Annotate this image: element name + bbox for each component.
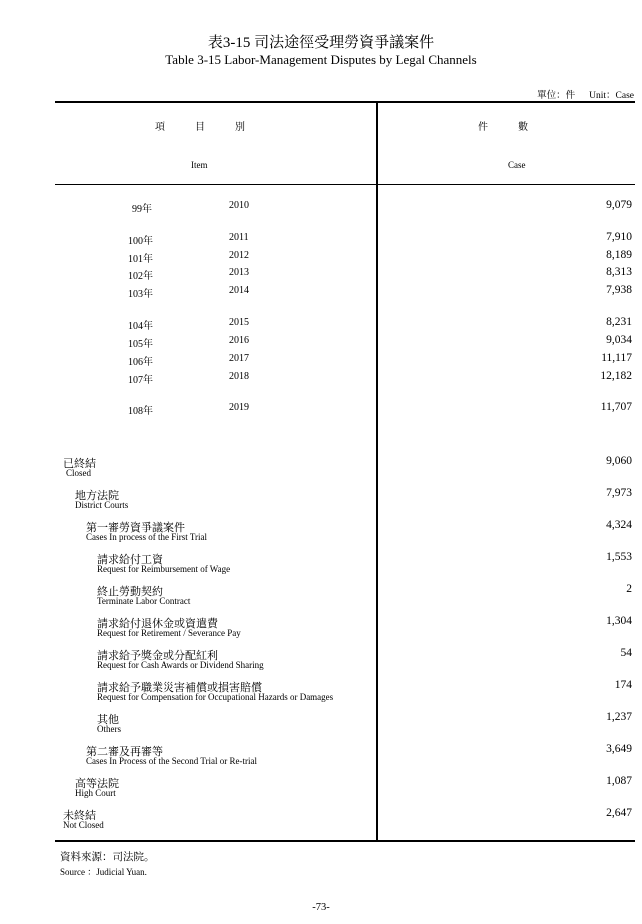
category-value: 1,553 xyxy=(606,551,632,563)
unit-label-english: Unit：Case xyxy=(589,91,634,101)
year-row-value: 11,707 xyxy=(600,401,632,413)
year-row-value: 7,938 xyxy=(606,284,632,296)
year-row-roc: 107年 xyxy=(128,375,153,386)
category-value: 7,973 xyxy=(606,487,632,499)
category-label-english: District Courts xyxy=(75,500,129,510)
category-value: 4,324 xyxy=(606,519,632,531)
year-row-roc: 103年 xyxy=(128,289,153,300)
year-row-ad: 2013 xyxy=(229,267,249,278)
category-label-chinese: 未終結 xyxy=(63,810,96,822)
category-label-english: Cases In Process of the Second Trial or Re-trial xyxy=(86,756,257,766)
year-row-ad: 2012 xyxy=(229,250,249,261)
category-label-chinese: 請求給予獎金或分配紅利 xyxy=(97,650,218,662)
year-row-roc: 105年 xyxy=(128,339,153,350)
category-label-chinese: 請求給付工資 xyxy=(97,554,163,566)
table-top-border xyxy=(55,101,635,103)
year-row-roc: 106年 xyxy=(128,357,153,368)
case-header-english: Case xyxy=(508,160,526,170)
category-label-english: Not Closed xyxy=(63,820,104,830)
header-bottom-border xyxy=(55,184,635,185)
year-row-ad: 2011 xyxy=(229,232,249,243)
category-value: 3,649 xyxy=(606,743,632,755)
category-value: 1,304 xyxy=(606,615,632,627)
year-row-value: 8,189 xyxy=(606,249,632,261)
year-row-roc: 101年 xyxy=(128,254,153,265)
column-divider xyxy=(376,102,378,841)
year-row-roc: 108年 xyxy=(128,406,153,417)
category-label-english: Request for Compensation for Occupational Hazards or Damages xyxy=(97,692,334,702)
year-row-value: 9,079 xyxy=(606,199,632,211)
category-value: 1,087 xyxy=(606,775,632,787)
unit-label xyxy=(523,87,634,101)
year-row-roc: 104年 xyxy=(128,321,153,332)
source-note-english: Source ：Judicial Yuan. xyxy=(60,867,147,877)
year-row-value: 9,034 xyxy=(606,334,632,346)
item-header-english: Item xyxy=(191,160,208,170)
category-value: 1,237 xyxy=(606,711,632,723)
year-row-value: 8,313 xyxy=(606,266,632,278)
category-value: 174 xyxy=(614,679,632,691)
unit-label-chinese: 單位：件 xyxy=(537,91,576,101)
year-row-value: 8,231 xyxy=(606,316,632,328)
year-row-roc: 102年 xyxy=(128,271,153,282)
table-title-english: Table 3-15 Labor-Management Disputes by Legal Channels xyxy=(165,52,477,67)
category-label-chinese: 第二審及再審等 xyxy=(86,746,163,758)
category-label-english: Others xyxy=(97,724,121,734)
source-note-chinese: 資料來源：司法院。 xyxy=(60,852,155,863)
year-row-ad: 2017 xyxy=(229,353,249,364)
category-label-chinese: 請求給付退休金或資遣費 xyxy=(97,618,218,630)
category-value: 9,060 xyxy=(606,455,632,467)
table-bottom-border xyxy=(55,840,635,842)
category-label-english: High Court xyxy=(75,788,116,798)
year-row-ad: 2016 xyxy=(229,335,249,346)
year-row-roc: 100年 xyxy=(128,236,153,247)
category-label-chinese: 終止勞動契約 xyxy=(97,586,163,598)
category-label-english: Terminate Labor Contract xyxy=(97,596,191,606)
category-label-chinese: 已終結 xyxy=(63,458,96,470)
category-label-chinese: 第一審勞資爭議案件 xyxy=(86,522,185,534)
year-row-ad: 2014 xyxy=(229,285,249,296)
category-label-english: Closed xyxy=(66,468,92,478)
category-value: 2,647 xyxy=(606,807,632,819)
year-row-ad: 2018 xyxy=(229,371,249,382)
item-header-chinese: 項 目 別 xyxy=(155,122,245,133)
year-row-roc: 99年 xyxy=(132,204,152,215)
category-label-chinese: 其他 xyxy=(97,714,119,726)
case-header-chinese: 件 數 xyxy=(478,122,528,133)
category-label-chinese: 請求給予職業災害補償或損害賠償 xyxy=(97,682,262,694)
year-row-ad: 2015 xyxy=(229,317,249,328)
year-row-ad: 2010 xyxy=(229,200,249,211)
category-value: 54 xyxy=(620,647,632,659)
category-label-english: Request for Reimbursement of Wage xyxy=(97,564,231,574)
category-value: 2 xyxy=(626,583,632,595)
category-label-english: Request for Cash Awards or Dividend Sharing xyxy=(97,660,264,670)
category-label-english: Request for Retirement / Severance Pay xyxy=(97,628,241,638)
year-row-value: 11,117 xyxy=(601,352,632,364)
year-row-value: 7,910 xyxy=(606,231,632,243)
year-row-ad: 2019 xyxy=(229,402,249,413)
year-row-value: 12,182 xyxy=(600,370,632,382)
table-title-chinese: 表3-15 司法途徑受理勞資爭議案件 xyxy=(207,35,435,51)
page-number: -73- xyxy=(312,902,330,913)
category-label-english: Cases In process of the First Trial xyxy=(86,532,207,542)
category-label-chinese: 地方法院 xyxy=(75,490,119,502)
category-label-chinese: 高等法院 xyxy=(75,778,119,790)
